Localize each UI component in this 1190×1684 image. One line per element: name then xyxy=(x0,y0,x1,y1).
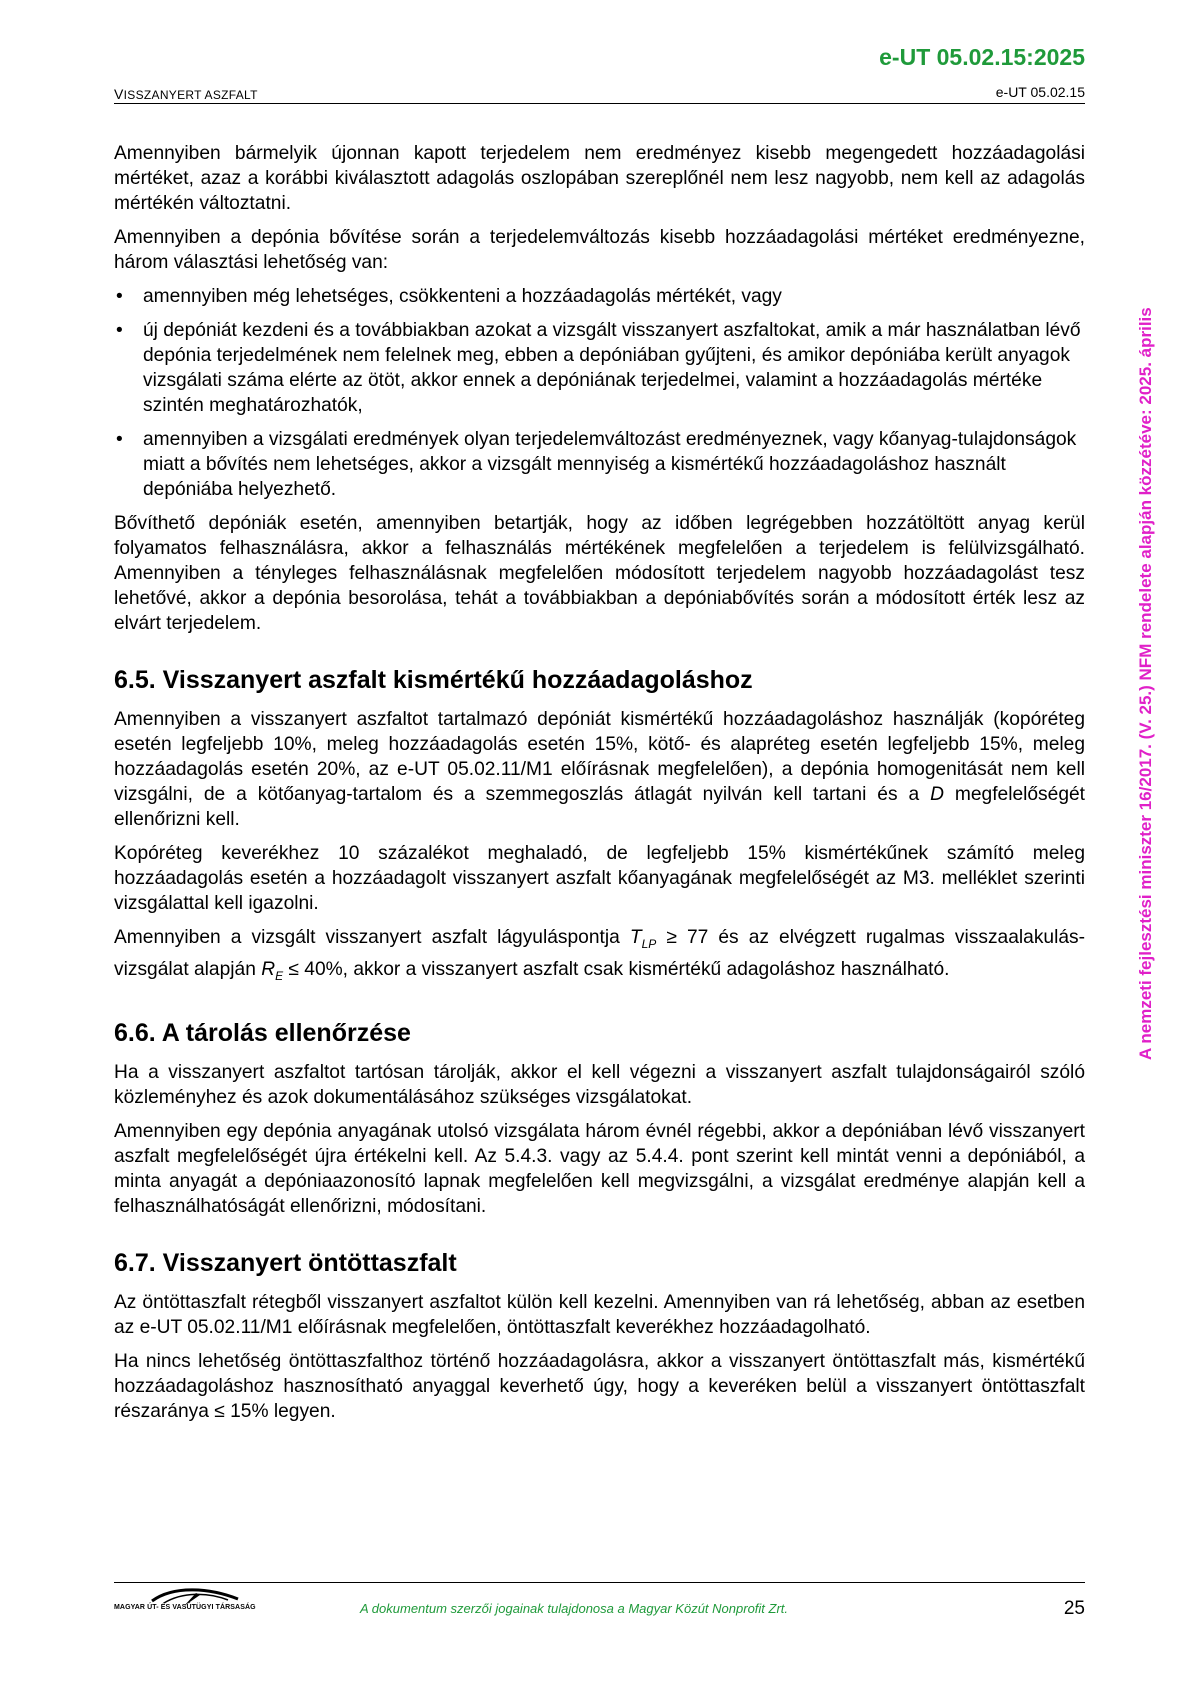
bullet-item xyxy=(114,284,1085,309)
text-run: megfelelőségét ellenőrizni kell. xyxy=(114,784,1085,830)
running-header-initial: V xyxy=(114,86,124,102)
society-logo-text: MAGYAR ÚT- ÉS VASÚTÜGYI TÁRSASÁG xyxy=(114,1604,256,1611)
symbol-t-subscript: LP xyxy=(641,936,657,951)
page-number: 25 xyxy=(1063,1598,1085,1619)
text-run: ≥ 77 és az elvégzett rugalmas visszaalakulás-vizsgálat alapján xyxy=(114,927,1085,980)
bullet-item xyxy=(114,427,1085,502)
text-run: Amennyiben a vizsgált visszanyert aszfalt lágyuláspontja xyxy=(114,927,630,948)
paragraph: Amennyiben a depónia bővítése során a terjedelemváltozás kisebb hozzáadagolási mértéket eredményezne, három választási lehetőség van: xyxy=(114,227,1085,273)
paragraph xyxy=(114,707,1085,832)
page-content xyxy=(114,141,1085,1433)
bullet-item xyxy=(114,318,1085,418)
publication-note: A nemzeti fejlesztési miniszter 16/2017. (V. 25.) NFM rendelete alapján közzétéve: 2025. április xyxy=(1136,307,1155,1060)
paragraph: Ha nincs lehetőség öntöttaszfalthoz történő hozzáadagolásra, akkor a visszanyert öntöttaszfalt más, kismértékű hozzáadagoláshoz hasznosítható anyaggal keverhető úgy, hogy a keveréken belül a visszanyert öntöttaszfalt részaránya ≤ 15% legyen. xyxy=(114,1350,1085,1422)
text-run: ≤ 40%, akkor a visszanyert aszfalt csak kismértékű adagoláshoz használható. xyxy=(283,958,950,980)
section-heading-6-6: 6.6. A tárolás ellenőrzése xyxy=(114,1018,411,1047)
symbol-d: D xyxy=(930,784,944,805)
paragraph: Amennyiben egy depónia anyagának utolsó vizsgálata három évnél régebbi, akkor a depóniában lévő visszanyert aszfalt megfelelőségét újra értékelni kell. Az 5.4.3. vagy az 5.4.4. pont szerint kell mintát venni a depóniából, a minta anyagát a depóniaazonosító lapnak megfelelően kell megvizsgálni, a vizsgálat eredménye alapján kell a felhasználhatóságát ellenőrizni, módosítani. xyxy=(114,1120,1085,1217)
bullet-mark: • xyxy=(116,286,123,307)
paragraph: Amennyiben bármelyik újonnan kapott terjedelem nem eredményez kisebb megengedett hozzáadagolási mértéket, azaz a korábbi kiválasztott adagolás oszlopában szereplőnél nem lesz nagyobb, nem kell az adagolás mértékén változtatni. xyxy=(114,143,1085,214)
running-header-rest: ISSZANYERT ASZFALT xyxy=(123,88,258,102)
document-code: e-UT 05.02.15:2025 xyxy=(879,44,1085,70)
section-heading-6-5: 6.5. Visszanyert aszfalt kismértékű hozzáadagoláshoz xyxy=(114,666,753,694)
running-header-title xyxy=(114,86,258,102)
bullet-mark: • xyxy=(116,320,123,341)
symbol-r: R xyxy=(261,958,276,980)
text-run: Amennyiben a visszanyert aszfaltot tartalmazó depóniát kismértékű hozzáadagoláshoz használják (kopóréteg esetén legfeljebb 10%, meleg hozzáadagolás esetén 15%, kötő- és alapréteg esetén legfeljebb 15%, meleg hozzáadagolás esetén 20%, az e-UT 05.02.11/M1 előírásnak megfelelően), a depónia homogenitását nem kell vizsgálni, de a kötőanyag-tartalom és a szemmegoszlás átlagát nyilván kell tartani és a xyxy=(114,709,1085,805)
paragraph: Kopóréteg keverékhez 10 százalékot meghaladó, de legfeljebb 15% kismértékűnek számító meleg hozzáadagolás esetén a hozzáadagolt visszanyert aszfalt kőanyagának megfelelőségét az M3. melléklet szerinti vizsgálattal kell igazolni. xyxy=(114,843,1085,914)
paragraph: Az öntöttaszfalt rétegből visszanyert aszfaltot külön kell kezelni. Amennyiben van rá lehetőség, abban az esetben az e-UT 05.02.11/M1 előírásnak megfelelően, öntöttaszfalt keverékhez hozzáadagolható. xyxy=(114,1291,1085,1338)
running-header-code: e-UT 05.02.15 xyxy=(995,84,1085,100)
bullet-text: amennyiben még lehetséges, csökkenteni a hozzáadagolás mértékét, vagy xyxy=(143,286,782,307)
bullet-text: új depóniát kezdeni és a továbbiakban azokat a vizsgált visszanyert aszfaltokat, amik a már használatban lévő depónia terjedelmének nem felelnek meg, ebben a depóniában gyűjteni, és amikor depóniába került anyagok vizsgálati száma elérte az ötöt, akkor ennek a depóniának terjedelmei, valamint a hozzáadagolás mértéke szintén meghatározhatók, xyxy=(143,320,1081,416)
paragraph: Ha a visszanyert aszfaltot tartósan tárolják, akkor el kell végezni a visszanyert aszfalt tulajdonságairól szóló közleményhez és azok dokumentálásához szükséges vizsgálatokat. xyxy=(114,1061,1085,1108)
bullet-mark: • xyxy=(116,429,123,450)
header-rule xyxy=(114,103,1085,104)
footer-rule xyxy=(114,1582,1085,1583)
paragraph xyxy=(114,925,1085,989)
section-heading-6-7: 6.7. Visszanyert öntöttaszfalt xyxy=(114,1248,457,1277)
paragraph: Bővíthető depóniák esetén, amennyiben betartják, hogy az időben legrégebben hozzátöltött anyag kerül folyamatos felhasználásra, akkor a felhasználás mértékének megfelelően a terjedelem is felülvizsgálható. Amennyiben a tényleges felhasználásnak megfelelően módosított terjedelem nagyobb hozzáadagolást tesz lehetővé, akkor a depónia besorolása, tehát a továbbiakban a depóniabővítés során a módosított érték lesz az elvárt terjedelem. xyxy=(114,513,1085,634)
copyright-notice: A dokumentum szerzői jogainak tulajdonosa a Magyar Közút Nonprofit Zrt. xyxy=(360,1601,789,1616)
symbol-r-subscript: E xyxy=(275,968,284,983)
bullet-text: amennyiben a vizsgálati eredmények olyan terjedelemváltozást eredményeznek, vagy kőanyag-tulajdonságok miatt a bővítés nem lehetséges, akkor a vizsgált mennyiség a kismértékű hozzáadagoláshoz használt depóniába helyezhető. xyxy=(143,429,1077,500)
symbol-t: T xyxy=(629,927,642,948)
